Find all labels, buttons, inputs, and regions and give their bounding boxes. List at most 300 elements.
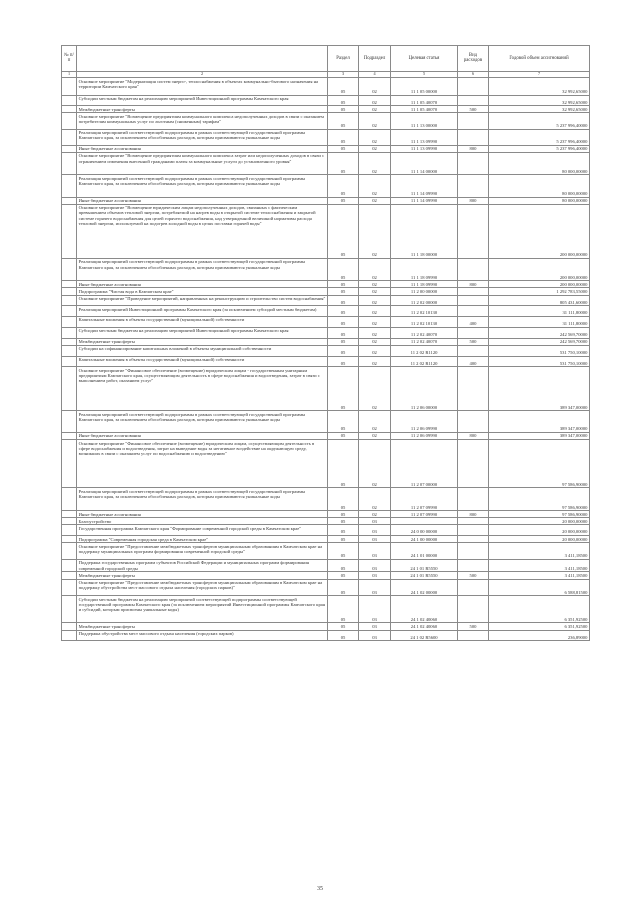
row-name: Межбюджетные трансферты [77,338,328,345]
row-num [62,560,77,572]
row-name: Иные бюджетные ассигнования [77,197,328,204]
row-amount: 97 586,90000 [489,440,590,488]
row-name: Субсидии на софинансирование капитальных вложений в объекты муниципальной собственности [77,345,328,356]
row-amount: 389 347,00000 [489,411,590,433]
row-amount: 1 292 783,55000 [489,288,590,295]
row-target-article: 24 1 02 40060 [391,623,458,630]
row-subsection: 02 [359,175,391,197]
row-section: 05 [328,306,359,317]
row-expense-type: 800 [458,145,489,152]
row-name: Основное мероприятие "Возмещение предприятиям коммунального комплекса затрат или недополученных доходов в связи с ограничением изменения внесенной гражданами платы за коммунальные услуги до установленного уровня" [77,152,328,174]
table-row [62,579,590,596]
budget-table-container [61,45,589,641]
row-section: 05 [328,197,359,204]
row-section: 05 [328,152,359,174]
row-name: Поддержка обустройства мест массового отдыха населения (городских парков) [77,630,328,641]
table-row [62,433,590,440]
row-num [62,579,77,596]
row-expense-type: 400 [458,356,489,367]
row-expense-type [458,204,489,258]
row-amount: 6 351,92500 [489,596,590,623]
row-target-article: 11 2 06 00000 [391,367,458,411]
row-target-article: 24 1 02 40060 [391,596,458,623]
row-target-article: 11 2 02 40070 [391,338,458,345]
row-expense-type: 500 [458,572,489,579]
row-name: Реализация мероприятий соответствующей подпрограммы в рамках соответствующей государственной программы Камчатского края, за исключением обособленных расходов, которым присваиваются уникальные коды [77,488,328,511]
table-row [62,411,590,433]
row-name: Капитальные вложения в объекты государственной (муниципальной) собственности [77,317,328,328]
table-row [62,440,590,488]
row-section: 05 [328,511,359,518]
row-name: Реализация мероприятий соответствующей подпрограммы в рамках соответствующей государственной программы Камчатского края, за исключением обособленных расходов, которым присваиваются уникальные коды [77,259,328,281]
budget-allocation-table [61,45,590,641]
row-subsection: 02 [359,259,391,281]
table-row [62,596,590,623]
row-expense-type [458,259,489,281]
row-num [62,518,77,525]
row-subsection: 02 [359,295,391,306]
row-amount: 6 588,81500 [489,579,590,596]
row-name: Реализация мероприятий соответствующей подпрограммы в рамках соответствующей государственной программы Камчатского края, за исключением обособленных расходов, которым присваиваются уникальные коды [77,129,328,145]
row-amount: 5 237 996,40000 [489,113,590,129]
row-subsection: 02 [359,327,391,338]
table-row [62,259,590,281]
column-number: 4 [359,71,391,77]
row-section: 05 [328,536,359,543]
row-num [62,317,77,328]
row-subsection: 02 [359,281,391,288]
column-number: 3 [328,71,359,77]
row-target-article: 11 2 00 00000 [391,288,458,295]
row-target-article: 11 1 18 00000 [391,204,458,258]
row-name: Межбюджетные трансферты [77,623,328,630]
row-expense-type [458,440,489,488]
row-target-article: 11 2 02 10130 [391,306,458,317]
row-section: 05 [328,630,359,641]
row-target-article: 11 2 06 09990 [391,433,458,440]
row-name: Межбюджетные трансферты [77,572,328,579]
row-target-article [391,518,458,525]
row-name: Основное мероприятие "Модернизация систем энерго-, теплоснабжения в объектах коммунально-бытового назначения на территории Камчатского края" [77,78,328,95]
row-num [62,145,77,152]
row-target-article: 11 2 07 09990 [391,488,458,511]
row-target-article: 11 2 02 00000 [391,295,458,306]
row-num [62,367,77,411]
table-row [62,367,590,411]
row-subsection: 02 [359,78,391,95]
header-subsection: Подраздел [359,46,391,72]
row-target-article: 11 1 13 00000 [391,113,458,129]
row-section: 05 [328,623,359,630]
row-subsection: 02 [359,411,391,433]
row-name: Основное мероприятие "Проведение мероприятий, направленных на реконструкцию и строительство систем водоснабжения" [77,295,328,306]
row-num [62,259,77,281]
row-subsection: 02 [359,306,391,317]
row-num [62,511,77,518]
row-num [62,543,77,560]
row-name: Подпрограмма "Современная городская среда в Камчатском крае" [77,536,328,543]
table-row [62,572,590,579]
row-amount: 5 237 996,40000 [489,129,590,145]
table-row [62,525,590,536]
row-subsection: 03 [359,572,391,579]
row-target-article: 11 1 05 40070 [391,106,458,113]
row-subsection: 02 [359,129,391,145]
row-target-article: 11 1 14 09990 [391,175,458,197]
row-expense-type [458,518,489,525]
row-num [62,411,77,433]
row-name: Основное мероприятие "Возмещение юридическим лицам недополученных доходов, связанных с фактическим превышением объемов тепловой энергии, потребляемой на нагрев воды в открытой системе теплоснабжения и закрытой системе горячего водоснабжения для целей горячего водоснабжения, над утвержденной величиной нормативы расхода тепловой энергии, используемой на подогрев холодной воды в целях поставки горячей воды" [77,204,328,258]
row-subsection: 02 [359,95,391,106]
table-row [62,197,590,204]
row-amount: 80 000,00000 [489,152,590,174]
row-subsection: 02 [359,367,391,411]
row-amount: 32 992,65000 [489,106,590,113]
row-target-article: 11 2 06 09990 [391,411,458,433]
row-subsection: 02 [359,106,391,113]
row-amount: 31 111,80000 [489,317,590,328]
row-section: 05 [328,113,359,129]
row-amount: 32 992,65000 [489,95,590,106]
row-amount: 3 411,18500 [489,543,590,560]
row-target-article: 24 1 01 R5550 [391,572,458,579]
row-subsection: 03 [359,543,391,560]
row-target-article: 11 2 07 00000 [391,440,458,488]
row-expense-type: 400 [458,317,489,328]
row-subsection: 02 [359,197,391,204]
row-subsection: 03 [359,525,391,536]
row-name: Реализация мероприятий Инвестиционной программы Камчатского края (за исключением субсидий местным бюджетам) [77,306,328,317]
row-num [62,433,77,440]
table-body [62,78,590,641]
row-section: 05 [328,78,359,95]
row-num [62,204,77,258]
table-row [62,536,590,543]
table-row [62,317,590,328]
table-row [62,356,590,367]
table-row [62,630,590,641]
row-expense-type [458,560,489,572]
row-expense-type [458,630,489,641]
row-section: 05 [328,327,359,338]
row-amount: 80 000,00000 [489,197,590,204]
column-number: 6 [458,71,489,77]
row-num [62,95,77,106]
row-expense-type [458,288,489,295]
row-expense-type: 800 [458,281,489,288]
row-amount: 389 347,00000 [489,433,590,440]
row-name: Иные бюджетные ассигнования [77,281,328,288]
row-amount: 200 000,00000 [489,204,590,258]
column-number: 5 [391,71,458,77]
row-subsection: 02 [359,440,391,488]
row-subsection: 02 [359,511,391,518]
header-row [62,46,590,72]
row-subsection: 03 [359,596,391,623]
row-expense-type [458,327,489,338]
row-name: Иные бюджетные ассигнования [77,511,328,518]
row-name: Государственная программа Камчатского края "Формирование современной городской среды в Камчатском крае" [77,525,328,536]
row-name: Иные бюджетные ассигнования [77,145,328,152]
row-name: Основное мероприятие "Предоставление межбюджетных трансфертов муниципальным образованиям в Камчатском крае на поддержку муниципальных программ формирования современной городской среды" [77,543,328,560]
column-number: 7 [489,71,590,77]
row-target-article: 11 1 14 09990 [391,197,458,204]
row-section: 05 [328,356,359,367]
table-row [62,488,590,511]
table-row [62,623,590,630]
row-name: Субсидии местным бюджетам на реализацию мероприятий Инвестиционной программы Камчатского края [77,95,328,106]
row-section: 05 [328,572,359,579]
row-target-article: 11 1 14 00000 [391,152,458,174]
row-amount: 97 586,90000 [489,488,590,511]
row-amount: 97 586,90000 [489,511,590,518]
row-num [62,152,77,174]
table-row [62,281,590,288]
row-expense-type: 800 [458,197,489,204]
row-section: 05 [328,367,359,411]
table-row [62,152,590,174]
row-name: Основное мероприятие "Финансовое обеспечение (возмещение) юридическим лицам - государственным унитарным предприятиям Камчатского края, осуществляющим деятельность в сфере водоснабжения и водоотведения, затрат в связи с выполнением работ, оказанием услуг" [77,367,328,411]
row-section: 05 [328,288,359,295]
row-amount: 242 569,70000 [489,338,590,345]
row-num [62,572,77,579]
row-num [62,113,77,129]
row-target-article: 11 2 02 10130 [391,317,458,328]
row-section: 05 [328,175,359,197]
row-num [62,488,77,511]
row-subsection: 02 [359,488,391,511]
table-row [62,327,590,338]
header-annual-amount: Годовой объем ассигнований [489,46,590,72]
row-num [62,306,77,317]
row-name: Капитальные вложения в объекты государственной (муниципальной) собственности [77,356,328,367]
row-section: 05 [328,596,359,623]
table-row [62,511,590,518]
page-number: 35 [317,886,323,892]
row-num [62,281,77,288]
row-num [62,356,77,367]
row-subsection: 02 [359,113,391,129]
row-expense-type [458,579,489,596]
row-target-article: 24 1 00 00000 [391,536,458,543]
table-row [62,113,590,129]
row-num [62,630,77,641]
row-name: Поддержка государственных программ субъектов Российской Федерации и муниципальных программ формирования современной городской среды [77,560,328,572]
row-expense-type [458,345,489,356]
header-section: Раздел [328,46,359,72]
row-num [62,175,77,197]
table-row [62,78,590,95]
row-expense-type [458,367,489,411]
table-row [62,106,590,113]
row-subsection: 03 [359,560,391,572]
row-expense-type [458,113,489,129]
table-row [62,295,590,306]
table-row [62,175,590,197]
row-amount: 531 750,10000 [489,356,590,367]
row-name: Основное мероприятие "Предоставление межбюджетных трансфертов муниципальным образованиям в Камчатском крае на поддержку обустройства мест массового отдыха населения (городских парков)" [77,579,328,596]
table-row [62,306,590,317]
row-target-article: 11 1 18 09990 [391,259,458,281]
row-name: Реализация мероприятий соответствующей подпрограммы в рамках соответствующей государственной программы Камчатского края, за исключением обособленных расходов, которым присваиваются уникальные коды [77,175,328,197]
row-subsection: 03 [359,630,391,641]
row-amount: 20 000,00000 [489,525,590,536]
row-expense-type: 800 [458,511,489,518]
row-name: Основное мероприятие "Финансовое обеспечение (возмещение) юридическим лицам, осуществляющим деятельность в сфере водоснабжения и водоотведения, затрат на выведение воды за негативное воздействие на окружающую среду, возникших в связи с оказанием услуг по водоснабжению и водоотведению" [77,440,328,488]
row-num [62,288,77,295]
row-target-article: 24 1 02 00000 [391,579,458,596]
row-expense-type [458,129,489,145]
row-target-article: 11 1 13 09990 [391,145,458,152]
row-section: 05 [328,281,359,288]
row-section: 05 [328,259,359,281]
row-amount: 31 111,80000 [489,306,590,317]
row-expense-type [458,306,489,317]
row-target-article: 11 2 02 R1120 [391,356,458,367]
row-num [62,338,77,345]
table-row [62,543,590,560]
row-expense-type [458,525,489,536]
table-row [62,145,590,152]
row-expense-type [458,95,489,106]
row-section: 05 [328,345,359,356]
row-subsection: 02 [359,317,391,328]
row-section: 05 [328,317,359,328]
row-expense-type [458,536,489,543]
row-amount: 3 411,18500 [489,572,590,579]
row-expense-type [458,543,489,560]
row-num [62,525,77,536]
row-section: 05 [328,204,359,258]
header-expense-type: Вид расходов [458,46,489,72]
row-num [62,596,77,623]
row-section: 05 [328,145,359,152]
row-target-article: 24 1 02 R5600 [391,630,458,641]
row-expense-type: 500 [458,106,489,113]
table-row [62,204,590,258]
row-target-article: 11 2 02 40070 [391,327,458,338]
row-amount: 200 000,00000 [489,281,590,288]
row-section: 05 [328,338,359,345]
row-subsection: 03 [359,518,391,525]
row-target-article: 11 1 13 09990 [391,129,458,145]
row-expense-type [458,295,489,306]
table-row [62,129,590,145]
row-name: Благоустройство [77,518,328,525]
row-num [62,440,77,488]
row-expense-type [458,78,489,95]
row-target-article: 11 1 05 40070 [391,95,458,106]
column-number: 1 [62,71,77,77]
row-name: Реализация мероприятий соответствующей подпрограммы в рамках соответствующей государственной программы Камчатского края, за исключением обособленных расходов, которым присваиваются уникальные коды [77,411,328,433]
row-name: Подпрограмма "Чистая вода в Камчатском крае" [77,288,328,295]
table-row [62,95,590,106]
row-subsection: 02 [359,338,391,345]
row-section: 05 [328,440,359,488]
row-name: Основное мероприятие "Возмещение предприятиям коммунального комплекса недополученных доходов в связи с оказанием потребителям коммунальных услуг по льготным (сниженным) тарифам" [77,113,328,129]
row-amount: 5 237 996,40000 [489,145,590,152]
table-row [62,345,590,356]
row-subsection: 02 [359,288,391,295]
row-amount: 805 431,60000 [489,295,590,306]
row-num [62,129,77,145]
header-name [77,46,328,72]
row-amount: 32 992,65000 [489,78,590,95]
row-target-article: 24 1 01 00000 [391,543,458,560]
row-section: 05 [328,106,359,113]
row-amount: 3 411,18500 [489,560,590,572]
table-row [62,560,590,572]
row-target-article: 11 2 07 09990 [391,511,458,518]
row-name: Иные бюджетные ассигнования [77,433,328,440]
row-num [62,327,77,338]
row-subsection: 02 [359,356,391,367]
row-num [62,295,77,306]
row-section: 05 [328,518,359,525]
row-amount: 389 347,00000 [489,367,590,411]
column-number: 2 [77,71,328,77]
row-subsection: 02 [359,204,391,258]
row-section: 05 [328,488,359,511]
row-amount: 236,89000 [489,630,590,641]
row-num [62,345,77,356]
row-section: 05 [328,560,359,572]
row-expense-type [458,175,489,197]
table-row [62,338,590,345]
row-amount: 200 000,00000 [489,259,590,281]
row-amount: 6 351,92500 [489,623,590,630]
row-section: 05 [328,543,359,560]
row-name: Межбюджетные трансферты [77,106,328,113]
header-num: № п/п [62,46,77,72]
row-name: Субсидии местным бюджетам на реализацию мероприятий Инвестиционной программы Камчатского края [77,327,328,338]
row-subsection: 03 [359,579,391,596]
row-subsection: 02 [359,433,391,440]
row-section: 05 [328,525,359,536]
row-subsection: 02 [359,145,391,152]
row-num [62,106,77,113]
row-name: Субсидии местным бюджетам на реализацию мероприятий соответствующей подпрограммы соответствующей государственной программы Камчатского края (за исключением мероприятий Инвестиционной программы Камчатского края и субсидий, которым присвоены уникальные коды) [77,596,328,623]
row-section: 05 [328,129,359,145]
row-target-article: 11 1 05 00000 [391,78,458,95]
row-expense-type [458,488,489,511]
row-target-article: 11 2 02 R1120 [391,345,458,356]
row-expense-type [458,152,489,174]
row-subsection: 03 [359,536,391,543]
row-expense-type: 500 [458,623,489,630]
row-target-article: 24 0 00 00000 [391,525,458,536]
row-num [62,197,77,204]
row-subsection: 02 [359,345,391,356]
table-row [62,518,590,525]
row-amount: 80 000,00000 [489,175,590,197]
row-section: 05 [328,295,359,306]
row-num [62,623,77,630]
row-num [62,536,77,543]
row-target-article: 11 1 18 09990 [391,281,458,288]
row-amount: 242 569,70000 [489,327,590,338]
row-expense-type: 800 [458,433,489,440]
row-section: 05 [328,95,359,106]
row-target-article: 24 1 01 R5550 [391,560,458,572]
row-section: 05 [328,433,359,440]
row-amount: 20 000,00000 [489,518,590,525]
row-subsection: 03 [359,623,391,630]
row-subsection: 02 [359,152,391,174]
row-amount: 531 750,10000 [489,345,590,356]
row-section: 05 [328,579,359,596]
table-row [62,288,590,295]
